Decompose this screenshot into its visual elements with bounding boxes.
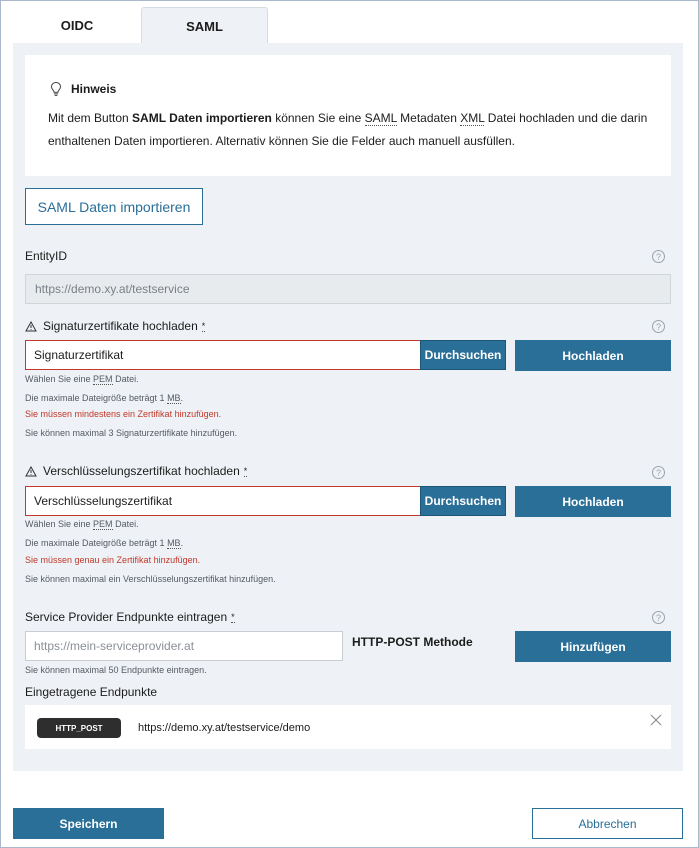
registered-endpoints-label: Eingetragene Endpunkte xyxy=(25,685,158,699)
hint-title: Hinweis xyxy=(71,82,117,96)
signature-label xyxy=(25,319,205,333)
encryption-hint-format xyxy=(25,519,139,529)
help-icon[interactable]: ? xyxy=(652,250,665,263)
import-saml-button[interactable]: SAML Daten importieren xyxy=(25,188,203,225)
encryption-hint-size xyxy=(25,538,183,548)
help-icon[interactable]: ? xyxy=(652,466,665,479)
hint-part: Wählen Sie eine xyxy=(25,519,94,529)
hint-part: Die maximale Dateigröße beträgt 1 xyxy=(25,538,168,548)
signature-file-input[interactable]: Signaturzertifikat xyxy=(25,340,421,370)
encryption-label xyxy=(25,464,247,478)
hint-part: Die maximale Dateigröße beträgt 1 xyxy=(25,393,168,403)
entity-id-input[interactable]: https://demo.xy.at/testservice xyxy=(25,274,671,304)
required-marker: * xyxy=(201,320,206,331)
abbr-mb: MB xyxy=(167,538,181,548)
method-badge: HTTP_POST xyxy=(37,718,121,738)
encryption-error: Sie müssen genau ein Zertifikat hinzufügen. xyxy=(25,555,201,565)
abbr-xml: XML xyxy=(460,111,485,125)
signature-label-text: Signaturzertifikate hochladen xyxy=(43,319,198,333)
abbr-pem: PEM xyxy=(93,519,113,529)
abbr-mb: MB xyxy=(167,393,181,403)
hint-part: . xyxy=(180,538,184,548)
tab-oidc[interactable]: OIDC xyxy=(60,18,94,33)
hint-part: Datei. xyxy=(112,519,139,529)
save-button[interactable]: Speichern xyxy=(13,808,164,839)
signature-hint-format xyxy=(25,374,139,384)
hint-text-bold: SAML Daten importieren xyxy=(132,111,272,125)
signature-browse-button[interactable]: Durchsuchen xyxy=(420,340,506,370)
hint-header xyxy=(49,81,116,97)
cancel-button[interactable]: Abbrechen xyxy=(532,808,683,839)
saml-panel xyxy=(13,43,683,771)
encryption-label-text: Verschlüsselungszertifikat hochladen xyxy=(43,464,240,478)
signature-error: Sie müssen mindestens ein Zertifikat hinzufügen. xyxy=(25,409,222,419)
warning-icon xyxy=(25,466,37,477)
encryption-limit: Sie können maximal ein Verschlüsselungszertifikat hinzufügen. xyxy=(25,574,276,584)
lightbulb-icon xyxy=(49,81,63,97)
endpoint-url: https://demo.xy.at/testservice/demo xyxy=(138,722,311,734)
hint-part: . xyxy=(180,393,184,403)
hint-text-part: Metadaten xyxy=(396,111,461,125)
hint-part: Wählen Sie eine xyxy=(25,374,94,384)
hint-text-part: Datei hochladen und die darin enthaltenen Daten importieren. Alternativ können Sie die Felder auch manuell ausfüllen. xyxy=(48,111,648,148)
entity-id-label: EntityID xyxy=(25,249,68,263)
http-post-method-label: HTTP-POST Methode xyxy=(352,635,473,649)
hint-text xyxy=(48,107,658,153)
signature-limit: Sie können maximal 3 Signaturzertifikate hinzufügen. xyxy=(25,428,238,438)
help-icon[interactable]: ? xyxy=(652,320,665,333)
endpoint-list-item xyxy=(25,705,671,749)
encryption-upload-button[interactable]: Hochladen xyxy=(515,486,671,517)
endpoints-label xyxy=(25,610,235,624)
warning-icon xyxy=(25,321,37,332)
encryption-file-input[interactable]: Verschlüsselungszertifikat xyxy=(25,486,421,516)
endpoints-limit: Sie können maximal 50 Endpunkte eintragen. xyxy=(25,665,207,675)
help-icon[interactable]: ? xyxy=(652,611,665,624)
close-icon[interactable] xyxy=(650,714,662,726)
abbr-pem: PEM xyxy=(93,374,113,384)
tab-saml[interactable]: SAML xyxy=(141,7,268,44)
add-endpoint-button[interactable]: Hinzufügen xyxy=(515,631,671,662)
endpoints-label-text: Service Provider Endpunkte eintragen xyxy=(25,610,228,624)
required-marker: * xyxy=(231,611,235,622)
hint-box xyxy=(25,55,671,176)
hint-text-part: können Sie eine xyxy=(271,111,365,125)
tab-bar xyxy=(13,7,683,44)
signature-upload-button[interactable]: Hochladen xyxy=(515,340,671,371)
hint-text-part: Mit dem Button xyxy=(48,111,133,125)
endpoint-url-input[interactable]: https://mein-serviceprovider.at xyxy=(25,631,343,661)
encryption-browse-button[interactable]: Durchsuchen xyxy=(420,486,506,516)
abbr-saml: SAML xyxy=(364,111,397,125)
required-marker: * xyxy=(243,465,248,476)
hint-part: Datei. xyxy=(112,374,139,384)
signature-hint-size xyxy=(25,393,183,403)
